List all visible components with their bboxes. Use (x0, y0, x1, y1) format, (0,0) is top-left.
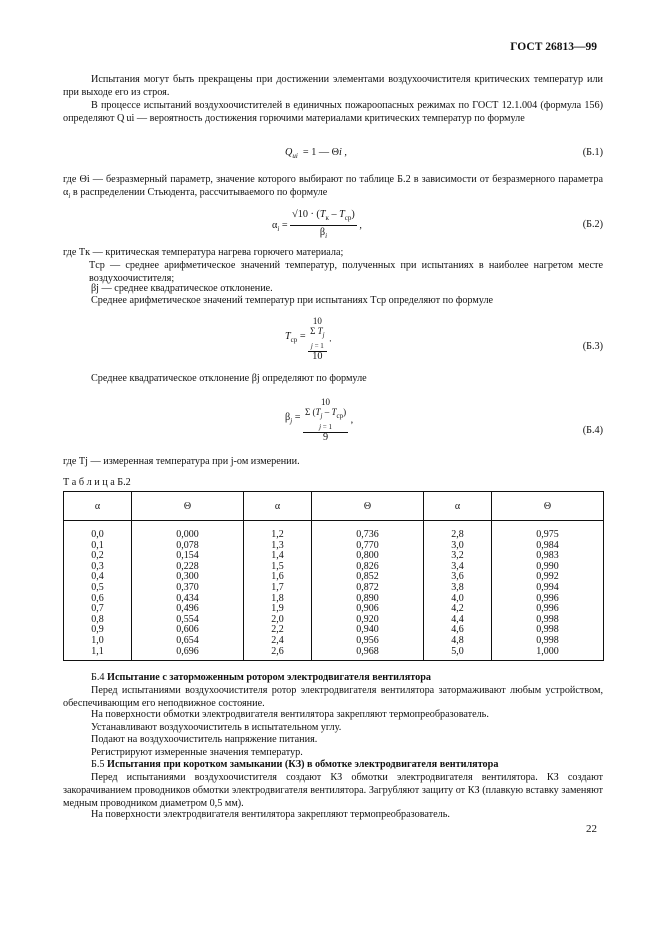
table-cell: 1,8 (271, 592, 284, 604)
table-cell: 0,996 (536, 592, 559, 604)
paragraph-8: Среднее квадратическое отклонение βj определяют по формуле (91, 373, 367, 384)
formula-b2: $\alpha_i$ = $\frac{√10 \cdot (T_к - T_{ср})}{\beta_i}$ , (272, 209, 362, 241)
table-cell: 0,554 (176, 613, 199, 625)
table-cell: 0,7 (91, 603, 104, 615)
table-cell: 4,8 (451, 634, 464, 646)
formula-b3: $T_{ср}$ = 10 Σ $T_j$ j = 1 10 . (285, 316, 332, 362)
section-b5-p2: На поверхности электродвигателя вентилятора закрепляют термопреобразователь. (91, 809, 450, 820)
column-values (451, 530, 464, 657)
table-cell: 0,154 (176, 550, 199, 562)
table-cell: 0,940 (356, 624, 379, 636)
table-header-theta-3: Θ (492, 492, 604, 521)
table-cell: 0,998 (536, 634, 559, 646)
table-cell: 1,0 (91, 634, 104, 646)
table-cell: 3,2 (451, 550, 464, 562)
table-cell: 0,6 (91, 592, 104, 604)
section-b4-p2: На поверхности обмотки электродвигателя вентилятора закрепляют термопреобразователь. (91, 709, 489, 720)
paragraph-3: где Θi — безразмерный параметр, значение которого выбирают по таблице Б.2 в зависимости от безразмерного параметра $\alpha_i$ в распределении Стьюдента, рассчитываемого по формуле (63, 174, 603, 201)
formula-b4: $\beta_j$ = 10 Σ $(T_j - T_{ср})$ j = 1 9 , (285, 397, 354, 443)
table-cell: 4,2 (451, 603, 464, 615)
table-cell: 0,992 (536, 571, 559, 583)
standard-header: ГОСТ 26813—99 (510, 41, 597, 53)
table-cell: 0,654 (176, 634, 199, 646)
table-cell: 0,920 (356, 613, 379, 625)
table-cell: 2,8 (451, 529, 464, 540)
formula-b3-number: (Б.3) (582, 341, 603, 352)
table-cell: 0,990 (536, 560, 559, 572)
section-b4-p4: Подают на воздухоочиститель напряжение питания. (91, 734, 318, 745)
table-col-5 (423, 521, 491, 661)
table-header-alpha-3: α (423, 492, 491, 521)
section-b5-heading (63, 758, 603, 771)
formula-b1-number: (Б.1) (582, 147, 603, 158)
table-cell: 4,4 (451, 613, 464, 625)
paragraph-1: Испытания могут быть прекращены при достижении элементами воздухоочистителя критических температур или при выходе его из строя. (63, 74, 603, 98)
table-cell: 0,078 (176, 539, 199, 551)
table-cell: 0,496 (176, 603, 199, 615)
table-cell: 0,228 (176, 560, 199, 572)
table-caption: Т а б л и ц а Б.2 (63, 477, 131, 488)
paragraph-4: где T​к — критическая температура нагрева горючего материала; (63, 247, 344, 258)
table-col-6 (492, 521, 604, 661)
table-cell: 2,0 (271, 613, 284, 625)
table-cell: 0,3 (91, 560, 104, 572)
table-cell: 0,1 (91, 539, 104, 551)
table-cell: 1,6 (271, 571, 284, 583)
table-cell: 3,0 (451, 539, 464, 551)
table-header-alpha-1: α (64, 492, 132, 521)
table-cell: 1,000 (536, 645, 559, 657)
table-header-alpha-2: α (243, 492, 311, 521)
paragraph-7: Среднее арифметическое значений температур при испытаниях Tср определяют по формуле (91, 295, 494, 306)
table-cell: 2,2 (271, 624, 284, 636)
section-b4-title: Испытание с заторможенным ротором электродвигателя вентилятора (107, 672, 431, 683)
formula-b1: $Q_{ui} = 1$ — Θi , (285, 147, 347, 161)
table-cell: 3,6 (451, 571, 464, 583)
section-b4-p1: Перед испытаниями воздухоочистителя ротор электродвигателя вентилятора затормаживают любым устройством, обеспечивающим его неподвижное состояние. (63, 685, 603, 709)
table-cell: 0,994 (536, 581, 559, 593)
paragraph-3-text-end: в распределении Стьюдента, рассчитываемого по формуле (70, 187, 328, 198)
table-col-2 (132, 521, 244, 661)
table-cell: 0,300 (176, 571, 199, 583)
table-cell: 0,770 (356, 539, 379, 551)
table-header-row (64, 492, 604, 521)
table-cell: 0,984 (536, 539, 559, 551)
table-cell: 1,2 (271, 529, 284, 540)
table-cell: 0,0 (91, 529, 104, 540)
section-b4-p5: Регистрируют измеренные значения температур. (91, 747, 303, 758)
table-cell: 0,4 (91, 571, 104, 583)
table-cell: 0,983 (536, 550, 559, 562)
table-col-1 (64, 521, 132, 661)
table-cell: 0,5 (91, 581, 104, 593)
column-values (91, 530, 104, 657)
section-b4-heading (63, 671, 603, 684)
table-cell: 0,696 (176, 645, 199, 657)
page-number: 22 (586, 823, 597, 835)
table-cell: 1,1 (91, 645, 104, 657)
table-cell: 0,872 (356, 581, 379, 593)
table-header-theta-1: Θ (132, 492, 244, 521)
table-cell: 0,800 (356, 550, 379, 562)
table-cell: 4,0 (451, 592, 464, 604)
table-cell: 0,826 (356, 560, 379, 572)
table-cell: 1,9 (271, 603, 284, 615)
formula-b2-number: (Б.2) (582, 219, 603, 230)
table-cell: 0,890 (356, 592, 379, 604)
table-cell: 0,956 (356, 634, 379, 646)
table-body-row (64, 521, 604, 661)
column-values (271, 530, 284, 657)
table-cell: 0,968 (356, 645, 379, 657)
section-b5-title: Испытания при коротком замыкании (КЗ) в обмотке электродвигателя вентилятора (107, 759, 499, 770)
column-values (176, 530, 199, 657)
paragraph-5: Tср — среднее арифметическое значений температур, полученных при испытаниях в наиболее нагретом месте воздухоочистителя; (89, 260, 603, 284)
paragraph-9: где Tj — измеренная температура при j-ом измерении. (63, 456, 300, 467)
table-cell: 0,606 (176, 624, 199, 636)
table-cell: 0,9 (91, 624, 104, 636)
table-cell: 0,000 (176, 529, 199, 540)
table-cell: 3,8 (451, 581, 464, 593)
table-cell: 5,0 (451, 645, 464, 657)
table-cell: 3,4 (451, 560, 464, 572)
table-cell: 0,998 (536, 624, 559, 636)
paragraph-2: В процессе испытаний воздухоочистителей в единичных пожароопасных режимах по ГОСТ 12.1.004 (формула 156) определяют Q ui — вероятность достижения горючими материалами критических температур по формуле (63, 100, 603, 124)
paragraph-3-text: где Θi — безразмерный параметр, значение которого выбирают по таблице Б.2 в зависимости от безразмерного параметра α (63, 174, 603, 198)
table-header-theta-2: Θ (312, 492, 424, 521)
table-cell: 0,736 (356, 529, 379, 540)
section-b5-p1: Перед испытаниями воздухоочистителя создают КЗ обмотки электродвигателя вентилятора. КЗ создают закорачиванием проводников обмотки электродвигателя вентилятора. Загрубляют защиту от КЗ (плавкую вставку заменяют медным проводником диаметром 0,5 мм). (63, 772, 603, 809)
table-col-4 (312, 521, 424, 661)
table-cell: 2,6 (271, 645, 284, 657)
table-col-3 (243, 521, 311, 661)
table-cell: 0,434 (176, 592, 199, 604)
table-cell: 0,852 (356, 571, 379, 583)
column-values (356, 530, 379, 657)
table-cell: 0,2 (91, 550, 104, 562)
formula-b4-number: (Б.4) (582, 425, 603, 436)
table-cell: 1,5 (271, 560, 284, 572)
table-cell: 0,996 (536, 603, 559, 615)
table-cell: 1,7 (271, 581, 284, 593)
section-b5-number: Б.5 (91, 759, 105, 770)
table-cell: 0,975 (536, 529, 559, 540)
table-cell: 1,3 (271, 539, 284, 551)
data-table (63, 491, 604, 661)
section-b4-p3: Устанавливают воздухоочиститель в испытательном углу. (91, 722, 342, 733)
table-cell: 1,4 (271, 550, 284, 562)
table-cell: 0,998 (536, 613, 559, 625)
table-cell: 0,8 (91, 613, 104, 625)
section-b4-number: Б.4 (91, 672, 105, 683)
table-cell: 4,6 (451, 624, 464, 636)
table-cell: 0,906 (356, 603, 379, 615)
paragraph-6: βj — среднее квадратическое отклонение. (91, 283, 273, 294)
column-values (536, 530, 559, 657)
table-cell: 0,370 (176, 581, 199, 593)
table-cell: 2,4 (271, 634, 284, 646)
